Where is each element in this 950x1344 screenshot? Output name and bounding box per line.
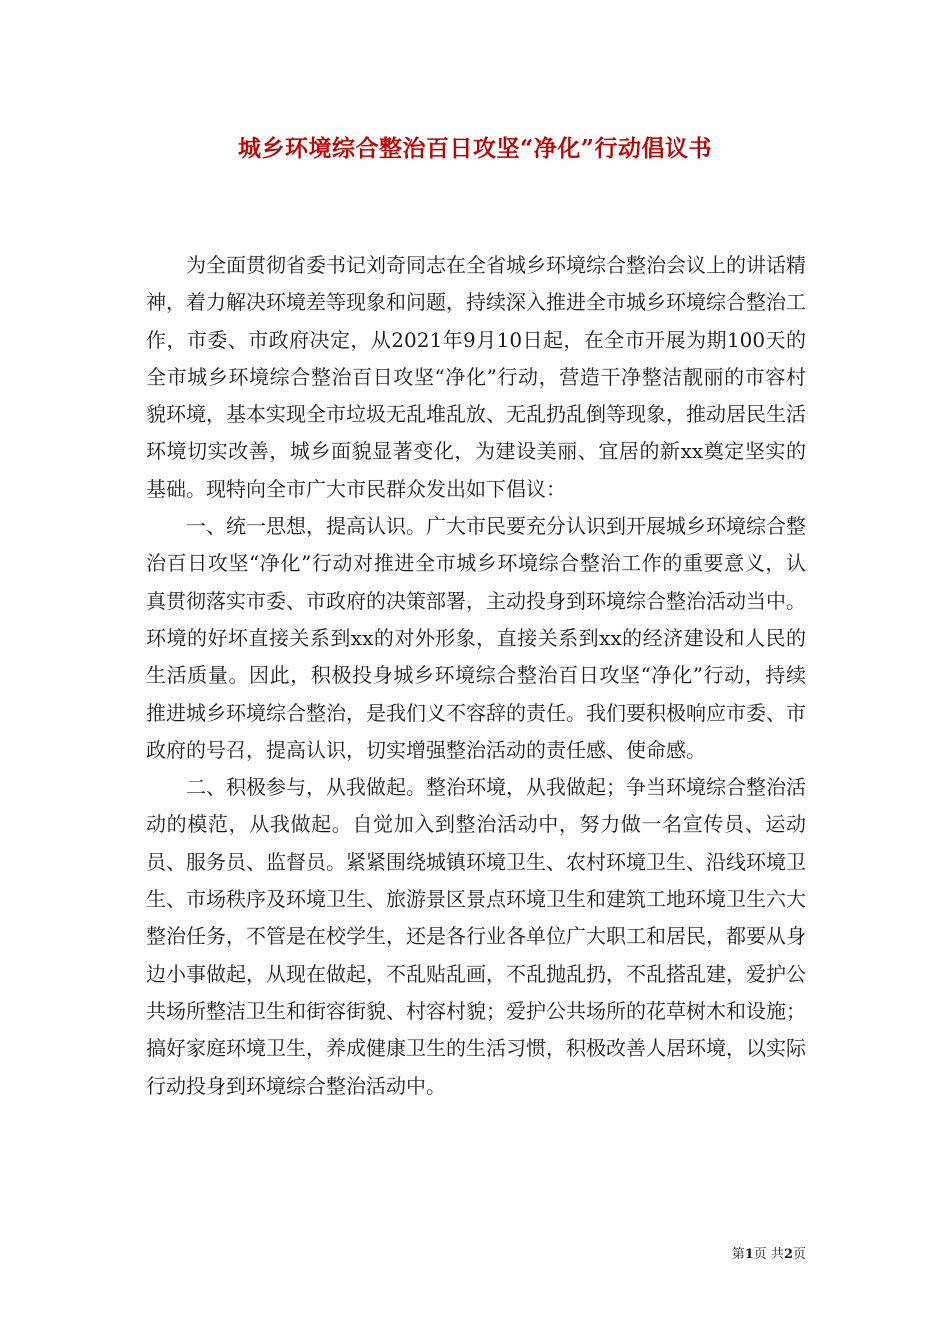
footer-current-page: 1 bbox=[744, 1247, 754, 1262]
document-title: 城乡环境综合整治百日攻坚“净化”行动倡议书 bbox=[238, 135, 712, 162]
page-footer bbox=[732, 1246, 806, 1264]
footer-prefix: 第 bbox=[731, 1247, 745, 1262]
footer-suffix: 页 bbox=[792, 1247, 806, 1262]
paragraph-item-one: 一、统一思想，提高认识。广大市民要充分认识到开展城乡环境综合整治百日攻坚“净化”行动对推进全市城乡环境综合整治工作的重要意义，认真贯彻落实市委、市政府的决策部署，主动投身到环境综合整治活动当中。环境的好坏直接关系到xx的对外形象，直接关系到xx的经济建设和人民的生活质量。因此，积极投身城乡环境综合整治百日攻坚“净化”行动，持续推进城乡环境综合整治，是我们义不容辞的责任。我们要积极响应市委、市政府的号召，提高认识，切实增强整治活动的责任感、使命感。 bbox=[146, 514, 806, 762]
paragraph-intro: 为全面贯彻省委书记刘奇同志在全省城乡环境综合整治会议上的讲话精神，着力解决环境差等现象和问题，持续深入推进全市城乡环境综合整治工作，市委、市政府决定，从2021年9月10日起，在全市开展为期100天的全市城乡环境综合整治百日攻坚“净化”行动，营造干净整洁靓丽的市容村貌环境，基本实现全市垃圾无乱堆乱放、无乱扔乱倒等现象，推动居民生活环境切实改善，城乡面貌显著变化，为建设美丽、宜居的新xx奠定坚实的基础。现特向全市广大市民群众发出如下倡议： bbox=[146, 253, 806, 501]
footer-middle: 页 共 bbox=[753, 1247, 784, 1262]
paragraph-item-two: 二、积极参与，从我做起。整治环境，从我做起；争当环境综合整治活动的模范，从我做起。自觉加入到整治活动中，努力做一名宣传员、运动员、服务员、监督员。紧紧围绕城镇环境卫生、农村环境卫生、沿线环境卫生、市场秩序及环境卫生、旅游景区景点环境卫生和建筑工地环境卫生六大整治任务，不管是在校学生，还是各行业各单位广大职工和居民，都要从身边小事做起，从现在做起，不乱贴乱画，不乱抛乱扔，不乱搭乱建，爱护公共场所整洁卫生和街容街貌、村容村貌；爱护公共场所的花草树木和设施；搞好家庭环境卫生，养成健康卫生的生活习惯，积极改善人居环境，以实际行动投身到环境综合整治活动中。 bbox=[146, 775, 806, 1098]
footer-total-pages: 2 bbox=[783, 1247, 793, 1262]
document-body bbox=[146, 247, 806, 1105]
